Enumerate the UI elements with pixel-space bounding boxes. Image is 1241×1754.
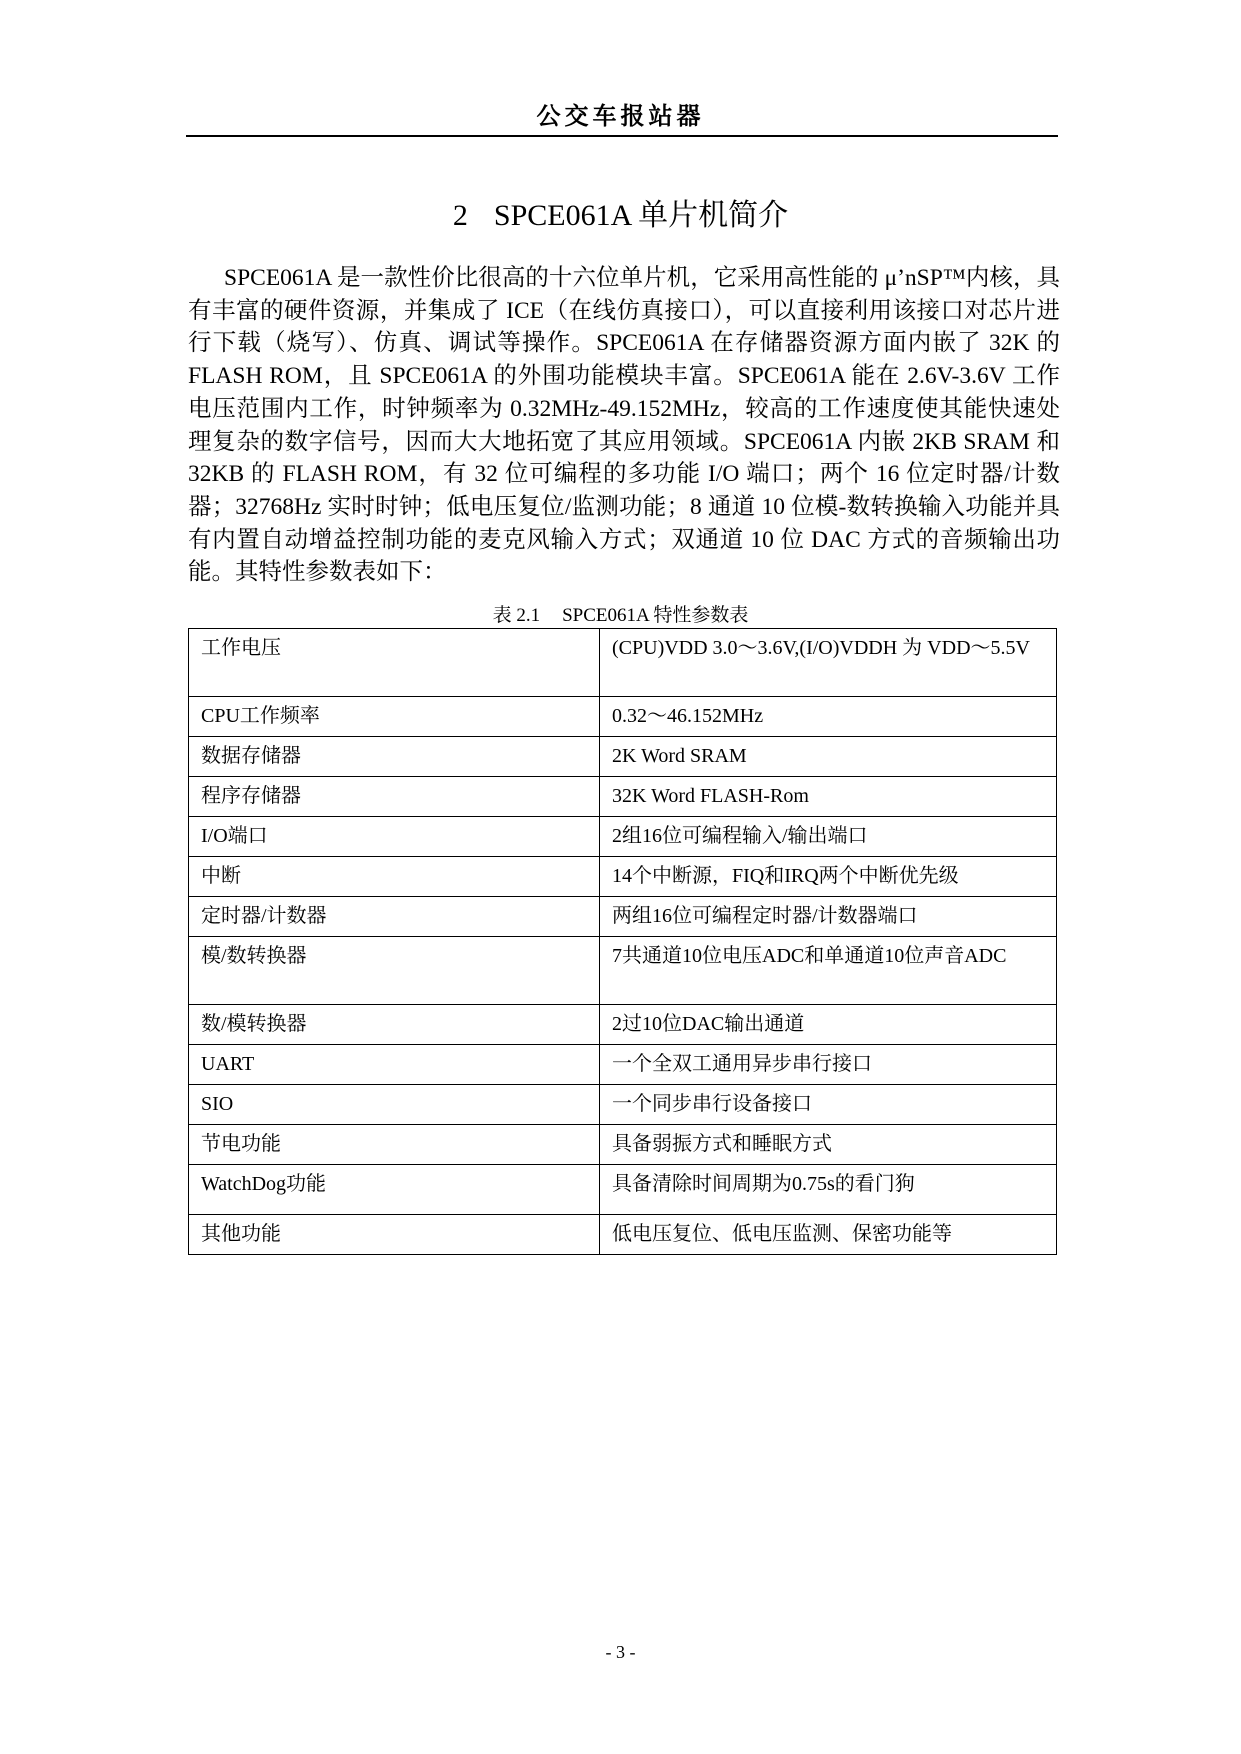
- table-row: [189, 629, 1057, 697]
- header-rule: [186, 135, 1058, 137]
- value-cell: (CPU)VDD 3.0～3.6V,(I/O)VDDH 为 VDD～5.5V: [600, 629, 1057, 697]
- value-cell: 低电压复位、低电压监测、保密功能等: [600, 1215, 1057, 1255]
- param-cell: 节电功能: [189, 1125, 600, 1165]
- param-cell: WatchDog功能: [189, 1165, 600, 1215]
- table-row: [189, 737, 1057, 777]
- param-cell: 数/模转换器: [189, 1005, 600, 1045]
- table-caption: [0, 600, 1241, 627]
- value-cell: 2过10位DAC输出通道: [600, 1005, 1057, 1045]
- param-cell: 其他功能: [189, 1215, 600, 1255]
- param-cell: 模/数转换器: [189, 937, 600, 1005]
- table-row: [189, 1085, 1057, 1125]
- running-header-title: 公交车报站器: [536, 104, 705, 130]
- table-row: [189, 897, 1057, 937]
- param-cell: 中断: [189, 857, 600, 897]
- param-cell: SIO: [189, 1085, 600, 1125]
- value-cell: 2K Word SRAM: [600, 737, 1057, 777]
- param-cell: 定时器/计数器: [189, 897, 600, 937]
- value-cell: 0.32～46.152MHz: [600, 697, 1057, 737]
- body-paragraph: SPCE061A 是一款性价比很高的十六位单片机，它采用高性能的 μ’nSP™内核，具有丰富的硬件资源，并集成了 ICE（在线仿真接口），可以直接利用该接口对芯片进行下载（烧写）、仿真、调试等操作。SPCE061A 在存储器资源方面内嵌了 32K 的 FLASH ROM，且 SPCE061A 的外围功能模块丰富。SPCE061A 能在 2.6V-3.6V 工作电压范围内工作，时钟频率为 0.32MHz-49.152MHz，较高的工作速度使其能快速处理复杂的数字信号，因而大大地拓宽了其应用领域。SPCE061A 内嵌 2KB SRAM 和 32KB 的 FLASH ROM，有 32 位可编程的多功能 I/O 端口；两个 16 位定时器/计数器；32768Hz 实时时钟；低电压复位/监测功能；8 通道 10 位模-数转换输入功能并具有内置自动增益控制功能的麦克风输入方式；双通道 10 位 DAC 方式的音频输出功能。其特性参数表如下：: [188, 265, 1060, 586]
- table-row: [189, 777, 1057, 817]
- value-cell: 2组16位可编程输入/输出端口: [600, 817, 1057, 857]
- table-row: [189, 697, 1057, 737]
- value-cell: 两组16位可编程定时器/计数器端口: [600, 897, 1057, 937]
- value-cell: 一个全双工通用异步串行接口: [600, 1045, 1057, 1085]
- section-heading: [0, 190, 1241, 234]
- param-cell: I/O端口: [189, 817, 600, 857]
- table-row: [189, 937, 1057, 1005]
- param-cell: 程序存储器: [189, 777, 600, 817]
- table-row: [189, 1165, 1057, 1215]
- value-cell: 一个同步串行设备接口: [600, 1085, 1057, 1125]
- param-cell: 数据存储器: [189, 737, 600, 777]
- value-cell: 14个中断源，FIQ和IRQ两个中断优先级: [600, 857, 1057, 897]
- table-row: [189, 1125, 1057, 1165]
- section-title: SPCE061A 单片机简介: [493, 199, 789, 232]
- section-number: 2: [452, 199, 468, 232]
- table-row: [189, 1215, 1057, 1255]
- value-cell: 32K Word FLASH-Rom: [600, 777, 1057, 817]
- page-number: - 3 -: [605, 1642, 636, 1662]
- spec-table: [188, 628, 1057, 1255]
- table-row: [189, 817, 1057, 857]
- table-caption-title: SPCE061A 特性参数表: [562, 605, 749, 626]
- value-cell: 具备清除时间周期为0.75s的看门狗: [600, 1165, 1057, 1215]
- param-cell: 工作电压: [189, 629, 600, 697]
- param-cell: UART: [189, 1045, 600, 1085]
- table-row: [189, 857, 1057, 897]
- value-cell: 具备弱振方式和睡眠方式: [600, 1125, 1057, 1165]
- param-cell: CPU工作频率: [189, 697, 600, 737]
- value-cell: 7共通道10位电压ADC和单通道10位声音ADC: [600, 937, 1057, 1005]
- table-row: [189, 1045, 1057, 1085]
- table-row: [189, 1005, 1057, 1045]
- table-caption-label: 表 2.1: [492, 605, 541, 626]
